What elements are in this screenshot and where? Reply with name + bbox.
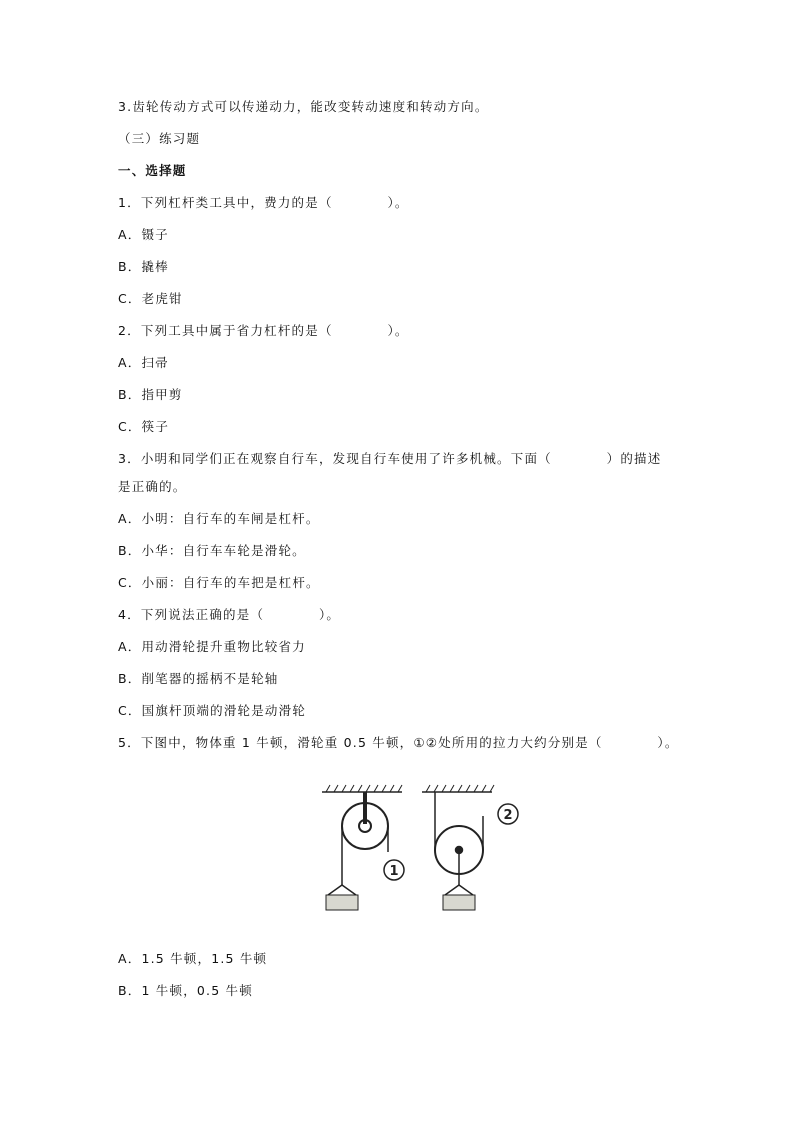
question-1-option-c: C．老虎钳 xyxy=(118,291,183,306)
left-weight xyxy=(326,895,358,910)
question-1-option-a: A．镊子 xyxy=(118,227,169,242)
label-2-digit: 2 xyxy=(503,808,513,823)
gear-note: 3.齿轮传动方式可以传递动力，能改变转动速度和转动方向。 xyxy=(118,99,489,114)
left-hook-left xyxy=(328,885,342,895)
question-3-option-b: B．小华：自行车车轮是滑轮。 xyxy=(118,543,306,558)
question-3-option-c: C．小丽：自行车的车把是杠杆。 xyxy=(118,575,320,590)
question-2-option-c: C．筷子 xyxy=(118,419,170,434)
question-2-option-a: A．扫帚 xyxy=(118,355,169,370)
part-title: 一、选择题 xyxy=(118,163,187,178)
question-1-option-b: B．撬棒 xyxy=(118,259,169,274)
question-5-option-b: B．1 牛顿，0.5 牛顿 xyxy=(118,983,253,998)
question-3-stem-line2: 是正确的。 xyxy=(118,479,187,494)
left-hook-right xyxy=(342,885,356,895)
right-weight xyxy=(443,895,475,910)
question-3-option-a: A．小明：自行车的车闸是杠杆。 xyxy=(118,511,320,526)
question-5-option-a: A．1.5 牛顿，1.5 牛顿 xyxy=(118,951,268,966)
label-1-digit: 1 xyxy=(389,864,399,879)
right-hook-left xyxy=(445,885,459,895)
right-ceiling-hatch xyxy=(426,785,494,792)
right-hook-right xyxy=(459,885,473,895)
question-2-stem: 2．下列工具中属于省力杠杆的是（ ）。 xyxy=(118,323,409,338)
question-2-option-b: B．指甲剪 xyxy=(118,387,183,402)
question-1-stem: 1．下列杠杆类工具中，费力的是（ ）。 xyxy=(118,195,409,210)
question-3-stem-line1: 3．小明和同学们正在观察自行车，发现自行车使用了许多机械。下面（ ）的描述 xyxy=(118,451,662,466)
question-4-stem: 4．下列说法正确的是（ ）。 xyxy=(118,607,341,622)
pulley-diagram xyxy=(318,780,528,915)
left-ceiling-hatch xyxy=(326,785,402,792)
question-4-option-a: A．用动滑轮提升重物比较省力 xyxy=(118,639,306,654)
question-4-option-c: C．国旗杆顶端的滑轮是动滑轮 xyxy=(118,703,307,718)
question-4-option-b: B．削笔器的摇柄不是轮轴 xyxy=(118,671,279,686)
section-heading: （三）练习题 xyxy=(118,131,201,146)
question-5-stem: 5．下图中，物体重 1 牛顿，滑轮重 0.5 牛顿，①②处所用的拉力大约分别是（ ）。 xyxy=(118,735,679,750)
